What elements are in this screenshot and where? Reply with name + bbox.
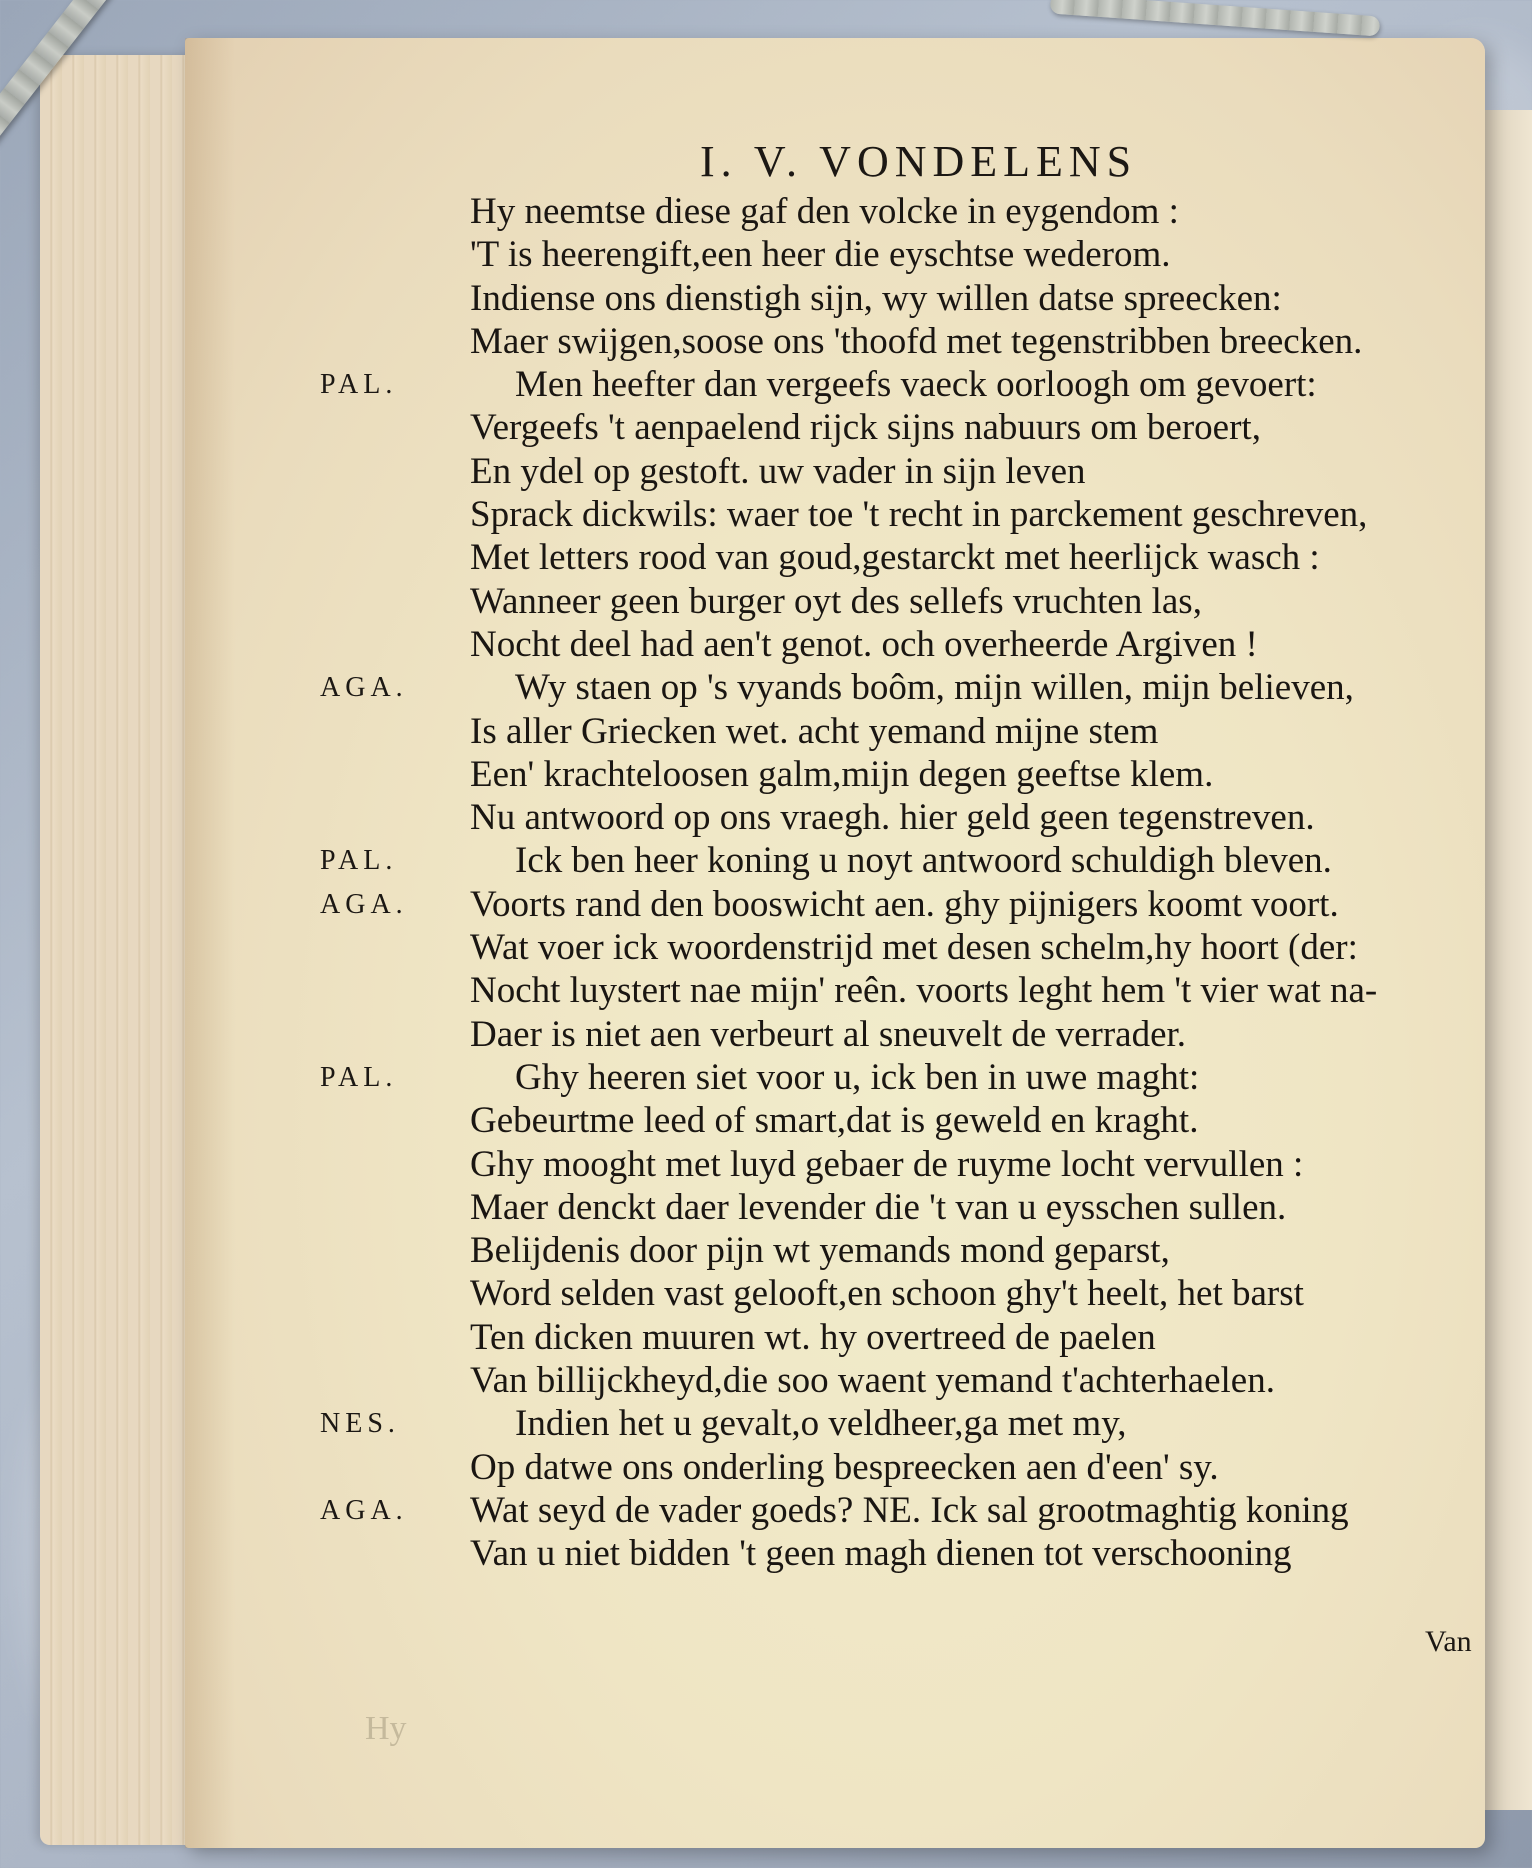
- show-through-signature: Hy: [365, 1710, 407, 1747]
- verse-line: [320, 666, 1480, 709]
- verse-text: Gebeurtme leed of smart,dat is geweld en kraght.: [470, 1100, 1199, 1142]
- verse-line: [320, 493, 1480, 536]
- verse-text: Van billijckheyd,die soo waent yemand t'achterhaelen.: [470, 1360, 1275, 1402]
- verse-line: [320, 1056, 1480, 1099]
- verse-line: [320, 1489, 1480, 1532]
- verse-line: [320, 883, 1480, 926]
- verse-line: [320, 406, 1480, 449]
- verse-line: [320, 710, 1480, 753]
- verse-text: Is aller Griecken wet. acht yemand mijne stem: [470, 710, 1159, 752]
- verse-text: Ten dicken muuren wt. hy overtreed de paelen: [470, 1316, 1156, 1358]
- verse-text: Met letters rood van goud,gestarckt met heerlijck wasch :: [470, 537, 1320, 579]
- verse-line: [320, 320, 1480, 363]
- verse-line: [320, 623, 1480, 666]
- verse-line: [320, 190, 1480, 233]
- verse-line: [320, 1272, 1480, 1315]
- verse-text: Maer denckt daer levender die 't van u eysschen sullen.: [470, 1186, 1287, 1228]
- speaker-label: AGA.: [320, 672, 408, 704]
- verse-text: Voorts rand den booswicht aen. ghy pijnigers koomt voort.: [470, 883, 1339, 925]
- verse-text: Maer swijgen,soose ons 'thoofd met tegenstribben breecken.: [470, 320, 1363, 362]
- verse-text: Hy neemtse diese gaf den volcke in eygendom :: [470, 191, 1179, 232]
- verse-line: [320, 1186, 1480, 1229]
- verse-text: Wat voer ick woordenstrijd met desen schelm,hy hoort (der:: [470, 927, 1358, 969]
- verse-text: Indiense ons dienstigh sijn, wy willen datse spreecken:: [470, 277, 1282, 319]
- verse-line: [320, 753, 1480, 796]
- verse-line: [320, 233, 1480, 276]
- verse-line: [320, 1229, 1480, 1272]
- verse-line: [320, 1316, 1480, 1359]
- verse-text: Vergeefs 't aenpaelend rijck sijns nabuurs om beroert,: [470, 407, 1261, 449]
- verse-text: 'T is heerengift,een heer die eyschtse wederom.: [470, 234, 1171, 276]
- verse-text: Nu antwoord op ons vraegh. hier geld geen tegenstreven.: [470, 797, 1315, 839]
- verse-text: Daer is niet aen verbeurt al sneuvelt de verrader.: [470, 1013, 1187, 1055]
- verse-line: [320, 1359, 1480, 1402]
- verse-line: [320, 1402, 1480, 1445]
- verse-line: [320, 450, 1480, 493]
- verse-line: [320, 580, 1480, 623]
- verse-text: Van u niet bidden 't geen magh dienen tot verschooning: [470, 1533, 1292, 1575]
- verse-line: [320, 796, 1480, 839]
- verse-text: Wanneer geen burger oyt des sellefs vruchten las,: [470, 580, 1202, 622]
- verse-line: [320, 1532, 1480, 1575]
- verse-text: Wy staen op 's vyands boôm, mijn willen, mijn believen,: [515, 667, 1354, 709]
- verse-text: Wat seyd de vader goeds? NE. Ick sal grootmaghtig koning: [470, 1489, 1349, 1531]
- verse-text: En ydel op gestoft. uw vader in sijn leven: [470, 450, 1086, 492]
- verse-line: [320, 839, 1480, 882]
- verse-text: Indien het u gevalt,o veldheer,ga met my,: [515, 1403, 1127, 1445]
- verse-line: [320, 536, 1480, 579]
- running-head: I. V. VONDELENS: [700, 137, 1138, 186]
- verse-line: [320, 969, 1480, 1012]
- verse-text: Men heefter dan vergeefs vaeck oorloogh om gevoert:: [515, 364, 1317, 406]
- verse-line: [320, 1013, 1480, 1056]
- verse-text: Ghy mooght met luyd gebaer de ruyme locht vervullen :: [470, 1143, 1304, 1185]
- verse-text: Belijdenis door pijn wt yemands mond geparst,: [470, 1230, 1170, 1272]
- speaker-label: PAL.: [320, 369, 398, 401]
- verse-text: Nocht luystert nae mijn' reên. voorts leght hem 't vier wat na-: [470, 970, 1378, 1012]
- verse-text: Ick ben heer koning u noyt antwoord schuldigh bleven.: [515, 840, 1332, 882]
- verse-text: Ghy heeren siet voor u, ick ben in uwe maght:: [515, 1056, 1200, 1098]
- speaker-label: NES.: [320, 1408, 400, 1440]
- bookmark-ribbon-top: [1050, 0, 1381, 36]
- verse-text-block: [320, 190, 1480, 1576]
- speaker-label: PAL.: [320, 1061, 398, 1093]
- verse-line: [320, 926, 1480, 969]
- verse-line: [320, 1099, 1480, 1142]
- catchword: Van: [1425, 1625, 1472, 1658]
- speaker-label: AGA.: [320, 888, 408, 920]
- speaker-label: AGA.: [320, 1494, 408, 1526]
- verse-text: Sprack dickwils: waer toe 't recht in parckement geschreven,: [470, 494, 1368, 536]
- verse-line: [320, 1446, 1480, 1489]
- speaker-label: PAL.: [320, 845, 398, 877]
- verse-text: Een' krachteloosen galm,mijn degen geeftse klem.: [470, 753, 1214, 795]
- verse-line: [320, 277, 1480, 320]
- verse-text: Word selden vast gelooft,en schoon ghy't heelt, het barst: [470, 1273, 1304, 1315]
- verse-text: Nocht deel had aen't genot. och overheerde Argiven !: [470, 623, 1258, 665]
- verse-line: [320, 1143, 1480, 1186]
- verse-text: Op datwe ons onderling bespreecken aen d'een' sy.: [470, 1446, 1219, 1488]
- verse-line: [320, 363, 1480, 406]
